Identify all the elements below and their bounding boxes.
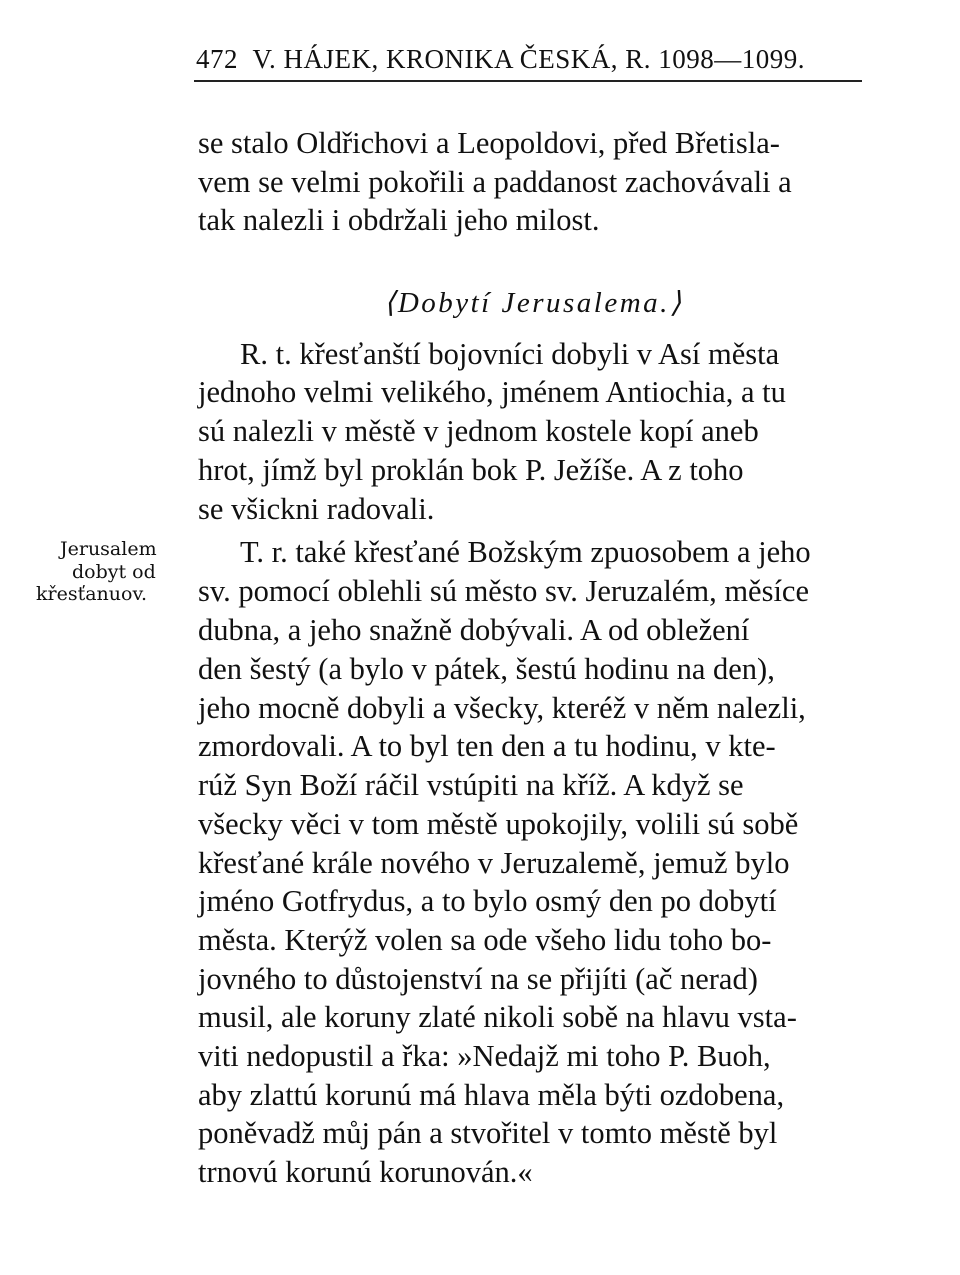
text-line: sú nalezli v městě v jednom kostele kopí aneb xyxy=(198,414,759,448)
text-line: R. t. křesťanští bojovníci dobyli v Así města xyxy=(240,337,780,371)
margin-note-line: křesťanuov. xyxy=(36,583,147,605)
running-header xyxy=(196,44,805,75)
text-line: tak nalezli i obdržali jeho milost. xyxy=(198,203,600,237)
margin-note-line: dobyt od xyxy=(72,561,156,583)
margin-note-line: Jerusalem xyxy=(60,538,157,560)
text-line: jeho mocně dobyli a všecky, kteréž v něm nalezli, xyxy=(198,691,806,725)
text-line: hrot, jímž byl proklán bok P. Ježíše. A z toho xyxy=(198,453,744,487)
text-line: jovného to důstojenství na se přijíti (ač nerad) xyxy=(198,962,758,996)
text-line: se stalo Oldřichovi a Leopoldovi, před Břetisla- xyxy=(198,126,780,160)
text-line: dubna, a jeho snažně dobývali. A od obležení xyxy=(198,613,750,647)
text-line: den šestý (a bylo v pátek, šestú hodinu na den), xyxy=(198,652,775,686)
text-line: se všickni radovali. xyxy=(198,492,435,526)
text-line: T. r. také křesťané Božským zpuosobem a jeho xyxy=(240,535,811,569)
text-line: křesťané krále nového v Jeruzalemě, jemuž bylo xyxy=(198,846,790,880)
text-line: vem se velmi pokořili a paddanost zachovávali a xyxy=(198,165,792,199)
text-line: města. Kterýž volen sa ode všeho lidu toho bo- xyxy=(198,923,772,957)
text-line: rúž Syn Boží ráčil vstúpiti na kříž. A když se xyxy=(198,768,744,802)
text-line: zmordovali. A to byl ten den a tu hodinu, v kte- xyxy=(198,729,776,763)
text-line: aby zlattú korunú má hlava měla býti ozdobena, xyxy=(198,1078,785,1112)
text-line: viti nedopustil a řka: »Nedajž mi toho P. Buoh, xyxy=(198,1039,771,1073)
text-line: trnovú korunú korunován.« xyxy=(198,1155,533,1189)
text-line: poněvadž můj pán a stvořitel v tomto městě byl xyxy=(198,1116,778,1150)
text-line: všecky věci v tom městě upokojily, volili sú sobě xyxy=(198,807,799,841)
text-line: jednoho velmi velikého, jménem Antiochia, a tu xyxy=(198,375,786,409)
section-heading: ⟨Dobytí Jerusalema.⟩ xyxy=(384,287,684,319)
running-title: V. HÁJEK, KRONIKA ČESKÁ, R. 1098—1099. xyxy=(252,44,806,74)
page-number: 472 xyxy=(196,44,238,74)
header-rule xyxy=(194,80,862,82)
text-line: sv. pomocí oblehli sú město sv. Jeruzalém, měsíce xyxy=(198,574,809,608)
text-line: jméno Gotfrydus, a to bylo osmý den po dobytí xyxy=(198,884,777,918)
text-line: musil, ale koruny zlaté nikoli sobě na hlavu vsta- xyxy=(198,1000,797,1034)
